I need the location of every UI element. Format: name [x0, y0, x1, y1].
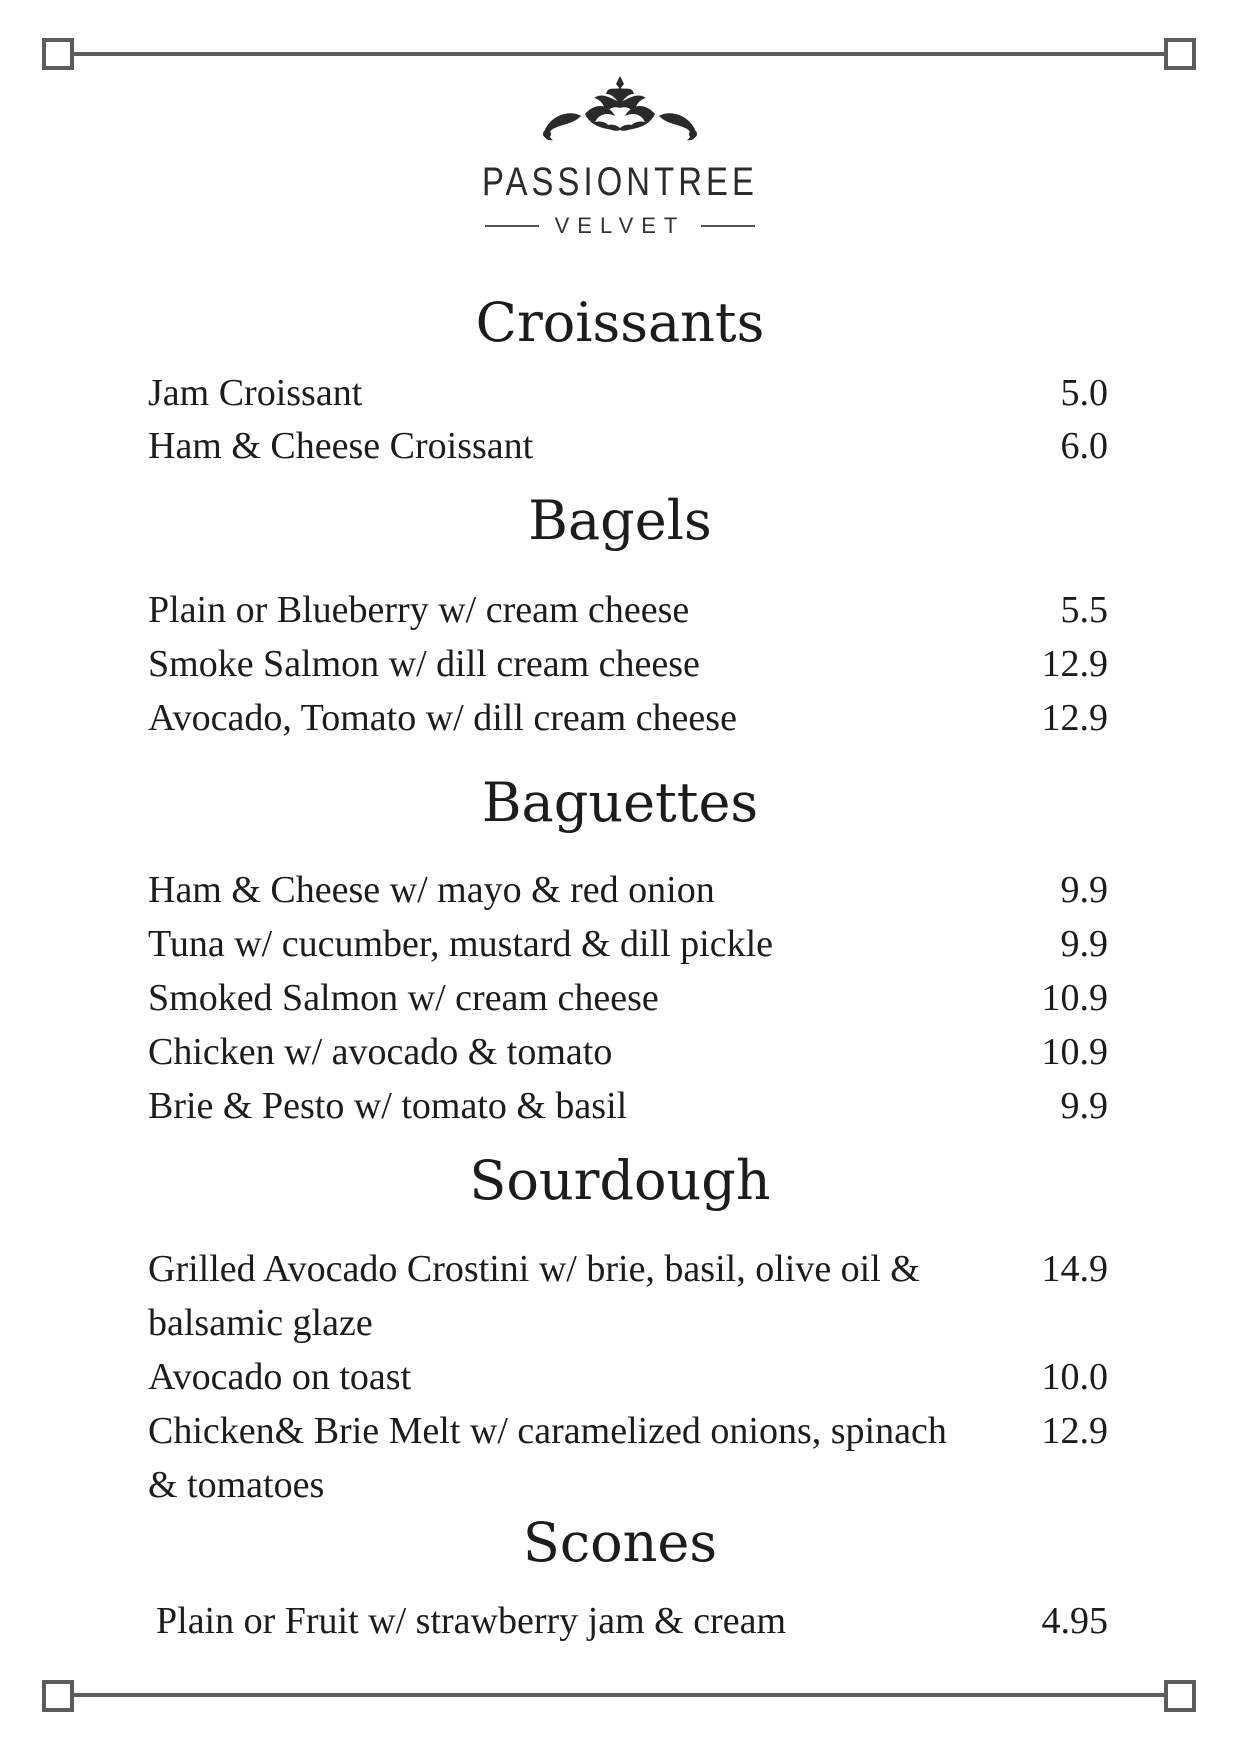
item-price: 12.9	[1041, 697, 1108, 739]
menu-item	[148, 917, 1108, 971]
frame-corner-top-right	[1164, 38, 1196, 70]
item-price: 10.9	[1041, 977, 1108, 1019]
item-price: 10.0	[1041, 1356, 1108, 1398]
top-frame-line	[62, 52, 1178, 56]
subtitle-rule-right	[701, 225, 755, 227]
item-name: Brie & Pesto w/ tomato & basil	[148, 1085, 628, 1127]
menu-item	[148, 1404, 1108, 1512]
menu-item	[148, 1350, 1108, 1404]
item-price: 5.5	[1060, 589, 1108, 631]
menu-item	[148, 1242, 1108, 1350]
menu-item	[148, 637, 1108, 691]
ornament-icon	[525, 72, 715, 146]
item-name: Smoked Salmon w/ cream cheese	[148, 977, 659, 1019]
menu-item	[148, 971, 1108, 1025]
menu-item	[148, 1025, 1108, 1079]
item-name: Avocado on toast	[148, 1356, 412, 1398]
subtitle-rule-left	[485, 225, 539, 227]
item-price: 10.9	[1041, 1031, 1108, 1073]
section-title-croissants: Croissants	[475, 291, 765, 354]
item-name: Ham & Cheese w/ mayo & red onion	[148, 869, 715, 911]
item-name: Chicken& Brie Melt w/ caramelized onions, spinach & tomatoes	[148, 1410, 947, 1506]
section-title-baguettes: Baguettes	[481, 771, 759, 834]
bottom-frame-line	[62, 1693, 1178, 1697]
item-price: 6.0	[1060, 425, 1108, 467]
item-price: 9.9	[1060, 923, 1108, 965]
brand-subtitle-row	[0, 213, 1240, 239]
section-title-bagels: Bagels	[528, 489, 712, 552]
item-name: Chicken w/ avocado & tomato	[148, 1031, 613, 1073]
item-price: 9.9	[1060, 1085, 1108, 1127]
brand-subtitle: VELVET	[554, 213, 686, 238]
section-title-sourdough: Sourdough	[469, 1149, 771, 1212]
section-title-scones: Scones	[522, 1511, 718, 1574]
logo	[0, 72, 1240, 239]
frame-corner-bottom-right	[1164, 1680, 1196, 1712]
item-name: Avocado, Tomato w/ dill cream cheese	[148, 697, 737, 739]
item-name: Plain or Blueberry w/ cream cheese	[148, 589, 690, 631]
menu-item	[148, 691, 1108, 745]
frame-corner-bottom-left	[42, 1680, 74, 1712]
brand-name: PASSIONTREE	[482, 160, 758, 204]
item-name: Ham & Cheese Croissant	[148, 425, 534, 467]
menu-item	[148, 419, 1108, 473]
item-price: 5.0	[1060, 372, 1108, 414]
menu-item	[148, 583, 1108, 637]
menu-item	[148, 863, 1108, 917]
menu-item	[148, 366, 1108, 420]
menu-item	[148, 1079, 1108, 1133]
item-name: Grilled Avocado Crostini w/ brie, basil, olive oil & balsamic glaze	[148, 1248, 920, 1344]
item-name: Plain or Fruit w/ strawberry jam & cream	[156, 1600, 787, 1642]
item-price: 4.95	[1041, 1600, 1108, 1642]
item-price: 12.9	[1041, 1410, 1108, 1452]
item-price: 12.9	[1041, 643, 1108, 685]
item-price: 14.9	[1041, 1248, 1108, 1290]
item-name: Smoke Salmon w/ dill cream cheese	[148, 643, 700, 685]
menu-item	[156, 1594, 1108, 1648]
item-name: Tuna w/ cucumber, mustard & dill pickle	[148, 923, 774, 965]
item-price: 9.9	[1060, 869, 1108, 911]
frame-corner-top-left	[42, 38, 74, 70]
item-name: Jam Croissant	[148, 372, 363, 414]
